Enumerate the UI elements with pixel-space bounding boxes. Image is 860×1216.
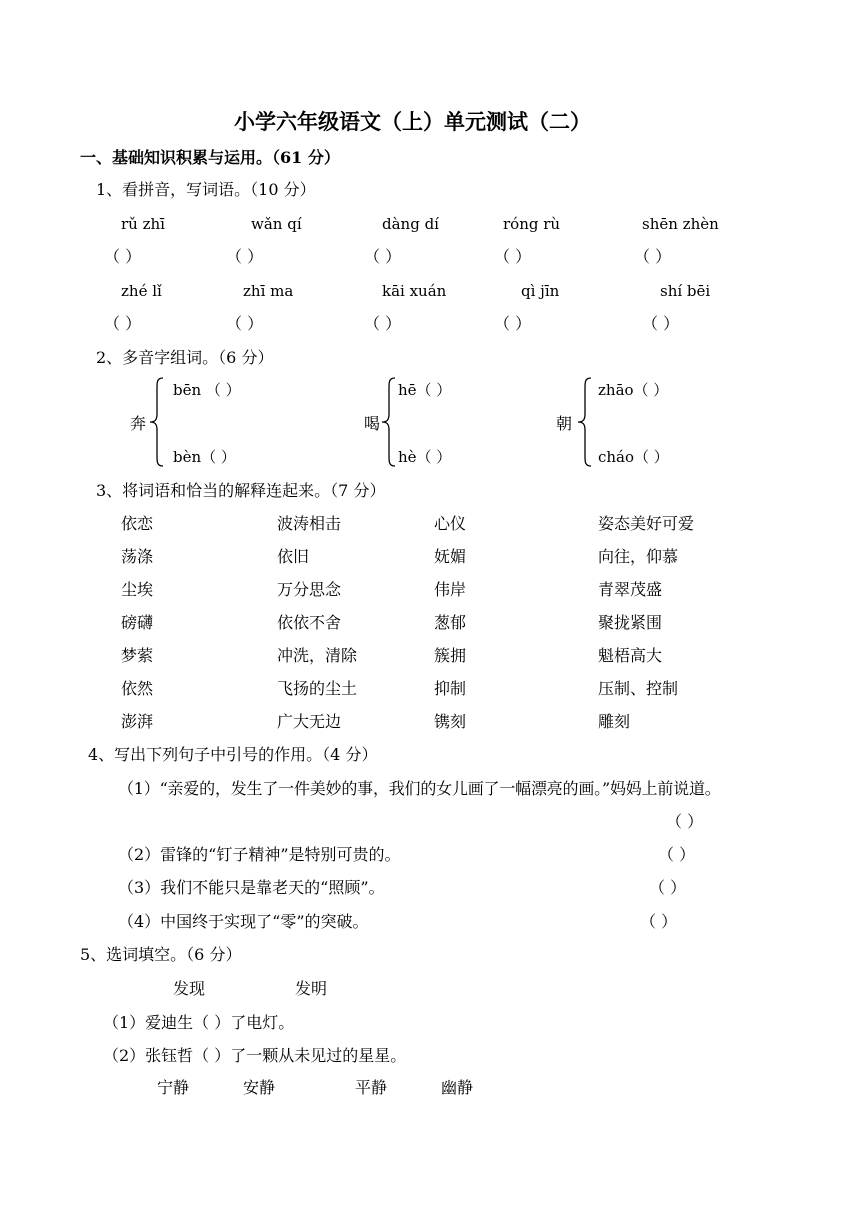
pinyin: dàng dí <box>382 215 439 233</box>
answer-blank[interactable]: （ ） <box>494 247 532 266</box>
match-word[interactable]: 镌刻 <box>434 712 467 731</box>
question-3-heading: 3、将词语和恰当的解释连起来。（7 分） <box>96 481 386 500</box>
match-definition[interactable]: 冲洗，清除 <box>277 646 358 665</box>
polyphone-char: 朝 <box>556 414 573 433</box>
match-definition[interactable]: 压制、控制 <box>598 679 679 698</box>
sentence-item: （1）“亲爱的，发生了一件美妙的事，我们的女儿画了一幅漂亮的画。”妈妈上前说道。 <box>118 779 721 798</box>
section-heading: 一、基础知识积累与运用。（61 分） <box>80 148 340 167</box>
polyphone-reading: zhāo（ ） <box>598 381 669 399</box>
pinyin: shí bēi <box>660 282 711 300</box>
polyphone-reading: hè（ ） <box>398 448 452 466</box>
answer-blank[interactable]: （ ） <box>226 314 264 333</box>
question-1-heading: 1、看拼音，写词语。（10 分） <box>96 180 316 199</box>
answer-blank[interactable]: （ ） <box>634 247 672 266</box>
answer-blank[interactable]: （ ） <box>104 247 142 266</box>
match-word[interactable]: 葱郁 <box>434 613 467 632</box>
match-word[interactable]: 梦萦 <box>121 646 154 665</box>
match-word[interactable]: 尘埃 <box>121 580 154 599</box>
polyphone-reading: bèn（ ） <box>173 448 236 466</box>
match-definition[interactable]: 波涛相击 <box>277 514 342 533</box>
polyphone-reading: cháo（ ） <box>598 448 669 466</box>
pinyin: zhé lǐ <box>121 282 162 300</box>
match-word[interactable]: 依然 <box>121 679 154 698</box>
match-definition[interactable]: 广大无边 <box>277 712 342 731</box>
polyphone-reading: bēn （ ） <box>173 381 241 399</box>
match-definition[interactable]: 姿态美好可爱 <box>598 514 695 533</box>
brace-icon <box>380 376 398 468</box>
brace-icon <box>148 376 166 468</box>
word-choice: 发现 <box>173 979 206 998</box>
brace-icon <box>576 376 594 468</box>
answer-blank[interactable]: （ ） <box>649 878 687 897</box>
word-choice: 发明 <box>295 979 328 998</box>
page-title: 小学六年级语文（上）单元测试（二） <box>234 109 591 134</box>
sentence-item: （3）我们不能只是靠老天的“照顾”。 <box>118 878 385 897</box>
match-definition[interactable]: 聚拢紧围 <box>598 613 663 632</box>
match-definition[interactable]: 青翠茂盛 <box>598 580 663 599</box>
answer-blank[interactable]: （ ） <box>494 314 532 333</box>
match-definition[interactable]: 飞扬的尘土 <box>277 679 358 698</box>
pinyin: qì jīn <box>521 282 560 300</box>
question-4-heading: 4、写出下列句子中引号的作用。（4 分） <box>88 745 378 764</box>
answer-blank[interactable]: （ ） <box>658 845 696 864</box>
question-5-heading: 5、选词填空。（6 分） <box>80 945 242 964</box>
answer-blank[interactable]: （ ） <box>364 247 402 266</box>
answer-blank[interactable]: （ ） <box>364 314 402 333</box>
sentence-item: （2）雷锋的“钉子精神”是特别可贵的。 <box>118 845 401 864</box>
pinyin: rǔ zhī <box>121 215 165 233</box>
pinyin: zhī ma <box>243 282 294 300</box>
polyphone-char: 喝 <box>364 414 381 433</box>
polyphone-reading: hē（ ） <box>398 381 452 399</box>
match-word[interactable]: 依恋 <box>121 514 154 533</box>
word-choice: 安静 <box>243 1078 276 1097</box>
answer-blank[interactable]: （ ） <box>104 314 142 333</box>
match-definition[interactable]: 万分思念 <box>277 580 342 599</box>
answer-blank[interactable]: （ ） <box>666 812 704 831</box>
pinyin: wǎn qí <box>251 215 302 233</box>
match-definition[interactable]: 依旧 <box>277 547 310 566</box>
match-definition[interactable]: 雕刻 <box>598 712 631 731</box>
match-word[interactable]: 簇拥 <box>434 646 467 665</box>
fill-item: （1）爱迪生（ ）了电灯。 <box>103 1013 295 1032</box>
pinyin: róng rù <box>503 215 561 233</box>
match-word[interactable]: 磅礴 <box>121 613 154 632</box>
answer-blank[interactable]: （ ） <box>226 247 264 266</box>
answer-blank[interactable]: （ ） <box>642 314 680 333</box>
word-choice: 幽静 <box>441 1078 474 1097</box>
word-choice: 宁静 <box>157 1078 190 1097</box>
polyphone-char: 奔 <box>130 414 147 433</box>
match-word[interactable]: 妩媚 <box>434 547 467 566</box>
sentence-item: （4）中国终于实现了“零”的突破。 <box>118 912 369 931</box>
match-word[interactable]: 荡涤 <box>121 547 154 566</box>
pinyin: shēn zhèn <box>642 215 719 233</box>
match-definition[interactable]: 依依不舍 <box>277 613 342 632</box>
fill-item: （2）张钰哲（ ）了一颗从未见过的星星。 <box>103 1046 407 1065</box>
word-choice: 平静 <box>355 1078 388 1097</box>
match-word[interactable]: 心仪 <box>434 514 467 533</box>
answer-blank[interactable]: （ ） <box>640 912 678 931</box>
match-definition[interactable]: 向往，仰慕 <box>598 547 679 566</box>
match-word[interactable]: 澎湃 <box>121 712 154 731</box>
pinyin: kāi xuán <box>382 282 447 300</box>
match-definition[interactable]: 魁梧高大 <box>598 646 663 665</box>
match-word[interactable]: 抑制 <box>434 679 467 698</box>
match-word[interactable]: 伟岸 <box>434 580 467 599</box>
question-2-heading: 2、多音字组词。（6 分） <box>96 348 274 367</box>
